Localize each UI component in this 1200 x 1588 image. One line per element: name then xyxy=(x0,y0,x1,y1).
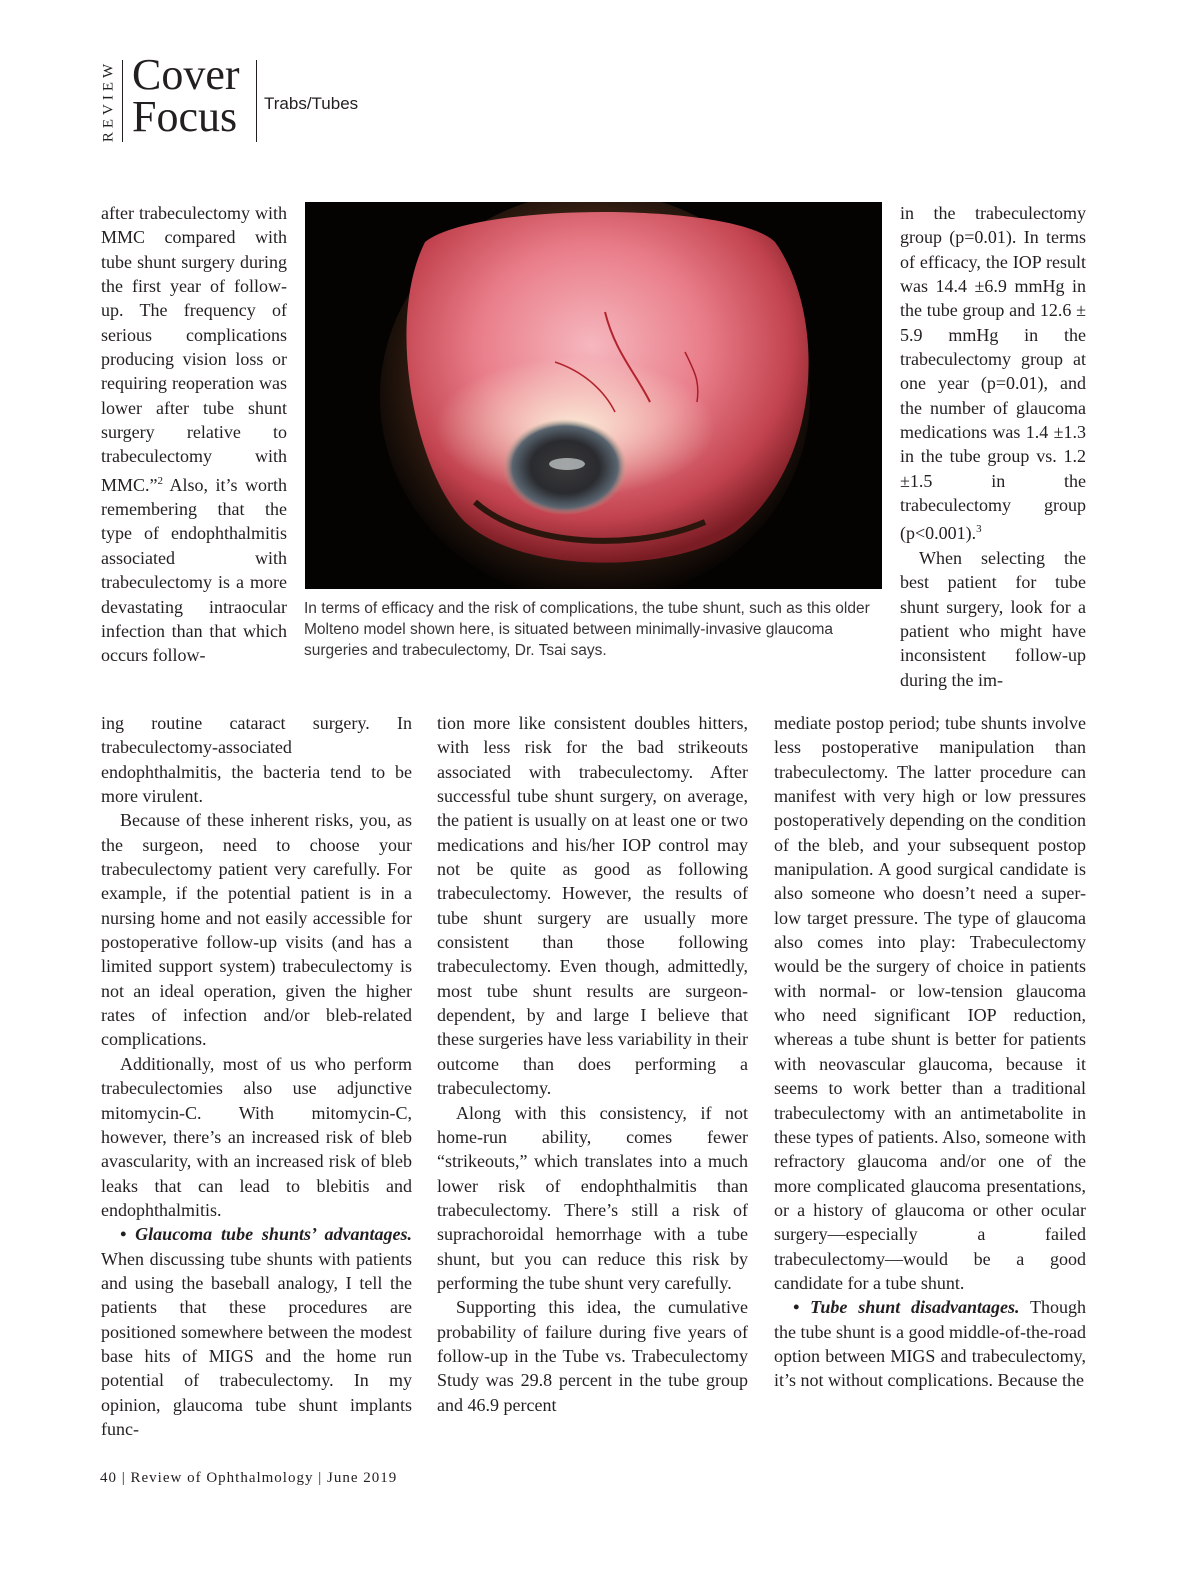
subhead: • Tube shunt disadvantages. xyxy=(793,1297,1020,1318)
paragraph: in the trabeculectomy group (p=0.01). In terms of efficacy, the IOP result was 14.4 ±6.9 mmHg in the tube group and 12.6 ± 5.9 mmHg in the trabeculectomy group at one year (p=0.01), and the number of glaucoma medications was 1.4 ±1.3 in the tube group vs. 1.2 ±1.5 in the trabeculectomy group (p<0.001).$^3$ xyxy=(900,203,1086,544)
eye-photo-illustration xyxy=(305,202,882,589)
subhead: • Glaucoma tube shunts’ advantages. xyxy=(120,1224,412,1245)
column-2 xyxy=(437,711,748,1417)
paragraph: Supporting this idea, the cumulative probability of failure during five years of follow-up in the Tube vs. Trabeculectomy Study was 29.8 percent in the tube group and 46.9 percent xyxy=(437,1297,748,1415)
paragraph: • Tube shunt disadvantages. Though the tube shunt is a good middle-of-the-road option between MIGS and trabeculectomy, it’s not without complications. Because the xyxy=(774,1297,1087,1391)
paragraph: after trabeculectomy with MMC compared with tube shunt surgery during the first year of follow-up. The frequency of serious complications producing vision loss or requiring reoperation was lower after tube shunt surgery relative to trabeculectomy with MMC.”$^2$ Also, it’s worth remembering that the type of endophthalmitis associated with trabeculectomy is a more devastating intraocular infection than that which occurs follow- xyxy=(101,203,287,666)
paragraph: mediate postop period; tube shunts involve less postoperative manipulation than trabeculectomy. The latter procedure can manifest with very high or low pressures postoperatively depending on the condition of the bleb, and your subsequent postop manipulation. A good surgical candidate is also someone who doesn’t need a super-low target pressure. The type of glaucoma also comes into play: Trabeculectomy would be the surgery of choice in patients with normal- or low-tension glaucoma who need significant IOP reduction, whereas a tube shunt is better for patients with neovascular glaucoma, because it seems to work better than a traditional trabeculectomy with an antimetabolite in these types of patients. Also, someone with refractory glaucoma and/or one of the more complicated glaucoma presentations, or a history of glaucoma or other ocular surgery—especially a failed trabeculectomy—would be a good candidate for a tube shunt. xyxy=(774,713,1086,1293)
figure-caption: In terms of efficacy and the risk of complications, the tube shunt, such as this older Molteno model shown here, is situated between minimally-invasive glaucoma surgeries and trabeculectomy, Dr. Tsai says. xyxy=(304,600,870,659)
review-label: REVIEW xyxy=(100,59,117,143)
paragraph: tion more like consistent doubles hitters, with less risk for the bad strikeouts associated with trabeculectomy. After successful tube shunt surgery, on average, the patient is usually on at least one or two medications and his/her IOP control may not be quite as good as following trabeculectomy. However, the results of tube shunt surgery are usually more consistent than those following trabeculectomy. Even though, admittedly, most tube shunt results are surgeon-dependent, by and large I believe that these surgeries have less variability in their outcome than does performing a trabeculectomy. xyxy=(437,713,748,1099)
header-rule xyxy=(256,60,257,142)
paragraph: • Glaucoma tube shunts’ advantages. When discussing tube shunts with patients and using the baseball analogy, I tell the patients that these procedures are positioned somewhere between the modest base hits of MIGS and the home run potential of trabeculectomy. In my opinion, glaucoma tube shunt implants func- xyxy=(101,1224,412,1439)
column-3-lower xyxy=(774,711,1086,1393)
paragraph: When selecting the best patient for tube shunt surgery, look for a patient who might have inconsistent follow-up during the im- xyxy=(900,547,1086,690)
column-1-lower xyxy=(101,711,412,1441)
header-rule xyxy=(122,60,123,142)
page-footer: 40 | Review of Ophthalmology | June 2019 xyxy=(100,1470,398,1486)
section-label: Trabs/Tubes xyxy=(264,94,359,113)
paragraph: ing routine cataract surgery. In trabeculectomy-associated endophthalmitis, the bacteria tend to be more virulent. xyxy=(101,713,412,807)
paragraph: Because of these inherent risks, you, as the surgeon, need to choose your trabeculectomy patient very carefully. For example, if the potential patient is in a nursing home and not easily accessible for postoperative follow-up visits (and has a limited support system) trabeculectomy is not an ideal operation, given the higher rates of infection and/or bleb-related complications. xyxy=(101,810,412,1050)
eye-photo xyxy=(305,202,882,589)
cover-focus-title: Cover Focus xyxy=(132,50,240,141)
column-1-upper xyxy=(101,201,287,668)
column-3-upper xyxy=(900,201,1086,692)
paragraph: Additionally, most of us who perform trabeculectomies also use adjunctive mitomycin-C. With mitomycin-C, however, there’s an increased risk of bleb avascularity, with an increased risk of bleb leaks that can lead to blebitis and endophthalmitis. xyxy=(101,1053,412,1220)
paragraph: Along with this consistency, if not home-run ability, comes fewer “strikeouts,” which translates into a much lower risk of endophthalmitis than trabeculectomy. There’s still a risk of suprachoroidal hemorrhage with a tube shunt, but you can reduce this risk by performing the tube shunt very carefully. xyxy=(437,1102,748,1293)
